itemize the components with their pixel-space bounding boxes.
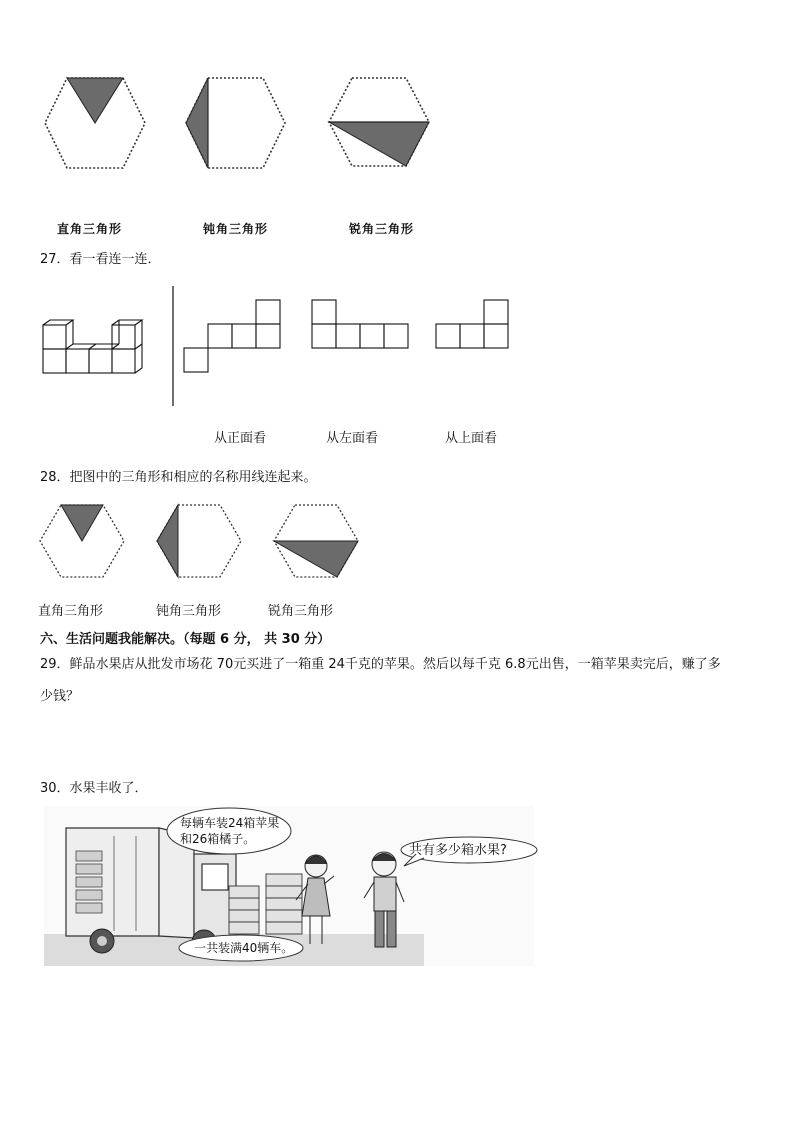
- q29-line2: 少钱？: [40, 689, 80, 704]
- q28-hexagon-acute: [273, 503, 363, 581]
- q28-hexagon-obtuse: [156, 503, 246, 581]
- q28-label-right: 直角三角形: [38, 604, 104, 619]
- q30-title: 30．水果丰收了．: [40, 781, 148, 796]
- q28-hexagon-right-angle: [39, 503, 129, 581]
- bubble-truck-line1: 每辆车装24箱苹果: [180, 816, 280, 830]
- q28-label-acute: 锐角三角形: [268, 604, 334, 619]
- top-hexagon-obtuse: [183, 75, 293, 175]
- q30-illustration: [44, 806, 544, 968]
- section-six-title: 六、生活问题我能解决。（每题 6 分， 共 30 分）: [40, 632, 331, 647]
- q27-view-three: [435, 298, 515, 352]
- q27-view-two: [311, 298, 415, 352]
- q27-label-left: 从左面看: [326, 431, 379, 446]
- q27-label-top: 从上面看: [445, 431, 498, 446]
- top-hexagon-right-angle: [40, 75, 150, 175]
- top-label-obtuse: 钝角三角形: [203, 222, 269, 236]
- q27-view-front: [183, 298, 287, 376]
- q28-label-obtuse: 钝角三角形: [156, 604, 222, 619]
- q28-title: 28．把图中的三角形和相应的名称用线连起来。: [40, 470, 317, 485]
- q27-divider: [172, 286, 176, 408]
- q27-label-front: 从正面看: [214, 431, 267, 446]
- top-label-acute: 锐角三角形: [349, 222, 415, 236]
- q29-line1: 29．鲜品水果店从批发市场花 70元买进了一箱重 24千克的苹果。然后以每千克 6.8元出售，一箱苹果卖完后，赚了多: [40, 657, 721, 672]
- bubble-boy-text: 共有多少箱水果?: [409, 843, 507, 858]
- top-label-right: 直角三角形: [57, 222, 123, 236]
- top-hexagon-acute: [325, 75, 435, 175]
- q27-title: 27．看一看连一连．: [40, 252, 161, 267]
- bubble-girl-text: 一共装满40辆车。: [194, 941, 294, 955]
- bubble-truck-line2: 和26箱橘子。: [180, 832, 256, 846]
- q27-cube-structure: [42, 320, 162, 380]
